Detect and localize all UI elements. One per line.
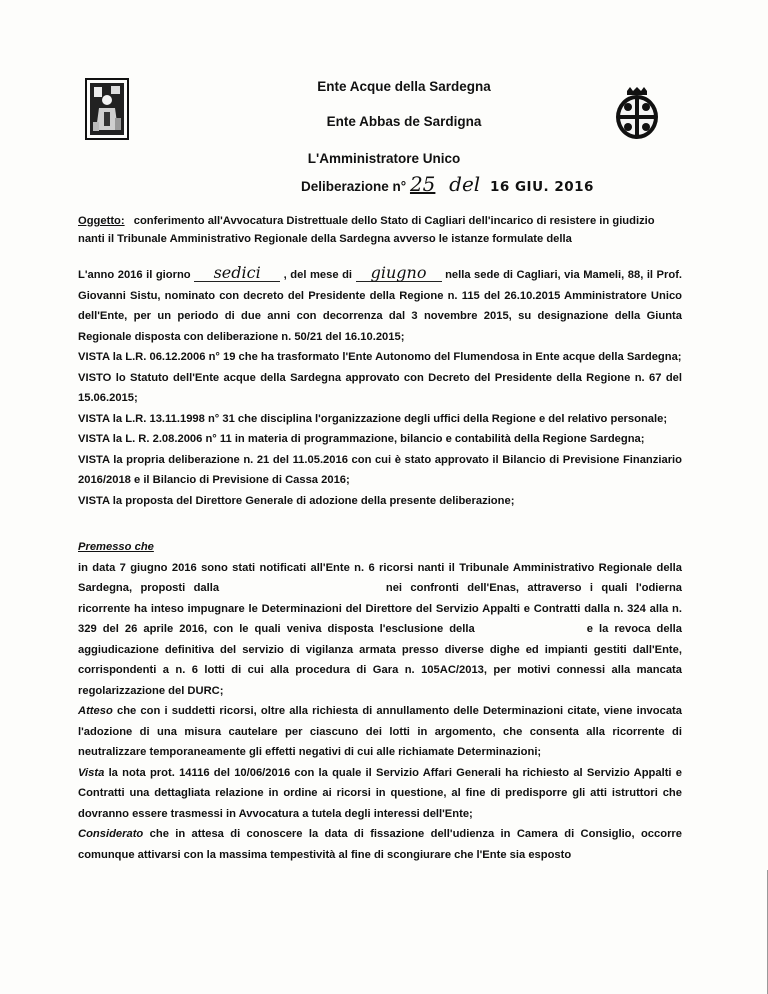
vista-item: VISTO lo Statuto dell'Ente acque della Sardegna approvato con Decreto del Presidente della Regione n. 67 del 15.06.2015; [78, 371, 682, 404]
deliberation-del-handwritten: del [449, 172, 481, 196]
document-body [78, 265, 682, 865]
org-name-sardinian: Ente Abbas de Sardigna [326, 114, 482, 129]
considerato-text: che in attesa di conoscere la data di fissazione dell'udienza in Camera di Consiglio, occorre comunque attivarsi con la massima tempestività al fine di scongiurare che l'Ente sia esposto [78, 828, 683, 861]
vista-text: la nota prot. 14116 del 10/06/2016 con la quale il Servizio Affari Generali ha richiesto al Servizio Appalti e Contratti una dettagliata relazione in ordine ai ricorsi in questione, al fine di predisporre gli atti istruttori che dovranno essere trasmessi in Avvocatura a tutela degli interessi dell'Ente; [78, 766, 682, 820]
org-name: Ente Acque della Sardegna [317, 79, 491, 94]
atteso-text: che con i suddetti ricorsi, oltre alla richiesta di annullamento delle Determinazioni citate, viene invocata l'adozione di una misura cautelare per ciascuno dei lotti in argomento, che consenta alla ricorrente di neutralizzare temporaneamente gli effetti negativi di cui alle richiamate Determinazioni; [78, 705, 682, 758]
subject-block [78, 212, 678, 248]
mese-handwritten: giugno [356, 265, 442, 282]
vista-item: VISTA la propria deliberazione n. 21 del 11.05.2016 con cui è stato approvato il Bilancio di Previsione Finanziario 2016/2018 e il Bilancio di Previsione di Cassa 2016; [78, 453, 682, 486]
premesso-part-c: e la revoca della aggiudicazione definitiva del servizio di vigilanza armata presso diverse dighe ed impianti gestiti dall'Ente, corrispondenti a n. 6 lotti di cui alla procedura di Gara n. 105AC/2013, per motivi connessi alla mancata regolarizzazione del DURC; [78, 623, 682, 697]
issuer-title: L'Amministratore Unico [307, 151, 461, 166]
vista-paragraph [78, 763, 682, 825]
premesso-paragraph [78, 558, 682, 702]
vista-label: Vista [78, 766, 105, 779]
considerato-paragraph [78, 824, 682, 865]
vista-item: VISTA la L.R. 06.12.2006 n° 19 che ha trasformato l'Ente Autonomo del Flumendosa in Ente acque della Sardegna; [78, 351, 682, 363]
vista-item: VISTA la proposta del Direttore Generale di adozione della presente deliberazione; [78, 494, 515, 507]
deliberation-number: 25 [409, 172, 436, 196]
deliberation-date-stamp: 16 GIU. 2016 [489, 179, 594, 195]
premesso-part-b: nei confronti dell'Enas, attraverso i quali l'odierna ricorrente ha inteso impugnare le Determinazioni del Direttore del Servizio Appalti e Contratti dalla n. 324 alla n. 329 del 26 aprile 2016, con le quali veniva disposta l'esclusione della [78, 582, 683, 635]
premesso-part-a: in data 7 giugno 2016 sono stati notificati all'Ente n. 6 ricorsi nanti il Tribunale Amministrativo Regionale della Sardegna, proposti dalla [78, 561, 682, 594]
subject-label: Oggetto: [78, 215, 125, 227]
vista-item: VISTA la L. R. 2.08.2006 n° 11 in materia di programmazione, bilancio e contabilità della Regione Sardegna; [78, 433, 645, 445]
intro-part2: , del mese di [283, 269, 353, 281]
intro-paragraph [78, 265, 682, 347]
atteso-paragraph [78, 701, 682, 763]
atteso-label: Atteso [78, 705, 113, 717]
premesso-heading: Premesso che [78, 541, 154, 553]
intro-part3: nella sede di Cagliari, via Mameli, 88, il Prof. Giovanni Sistu, nominato con decreto del Presidente della Regione n. 115 del 26.10.2015 Amministratore Unico dell'Ente, per un periodo di due anni con decorrenza dal 3 novembre 2015, su designazione della Giunta Regionale disposta con deliberazione n. 50/21 del 16.10.2015; [78, 269, 683, 343]
vista-item: VISTA la L.R. 13.11.1998 n° 31 che disciplina l'organizzazione degli uffici della Regione e del relativo personale; [78, 412, 668, 425]
deliberation-line [301, 172, 594, 196]
deliberation-prefix: Deliberazione n° [301, 179, 407, 194]
intro-part1: L'anno 2016 il giorno [78, 269, 191, 281]
giorno-handwritten: sedici [194, 265, 280, 282]
considerato-label: Considerato [78, 828, 144, 840]
subject-text: conferimento all'Avvocatura Distrettuale dello Stato di Cagliari dell'incarico di resistere in giudizio nanti il Tribunale Amministrativo Regionale della Sardegna avverso le istanze formulate della [78, 215, 655, 245]
